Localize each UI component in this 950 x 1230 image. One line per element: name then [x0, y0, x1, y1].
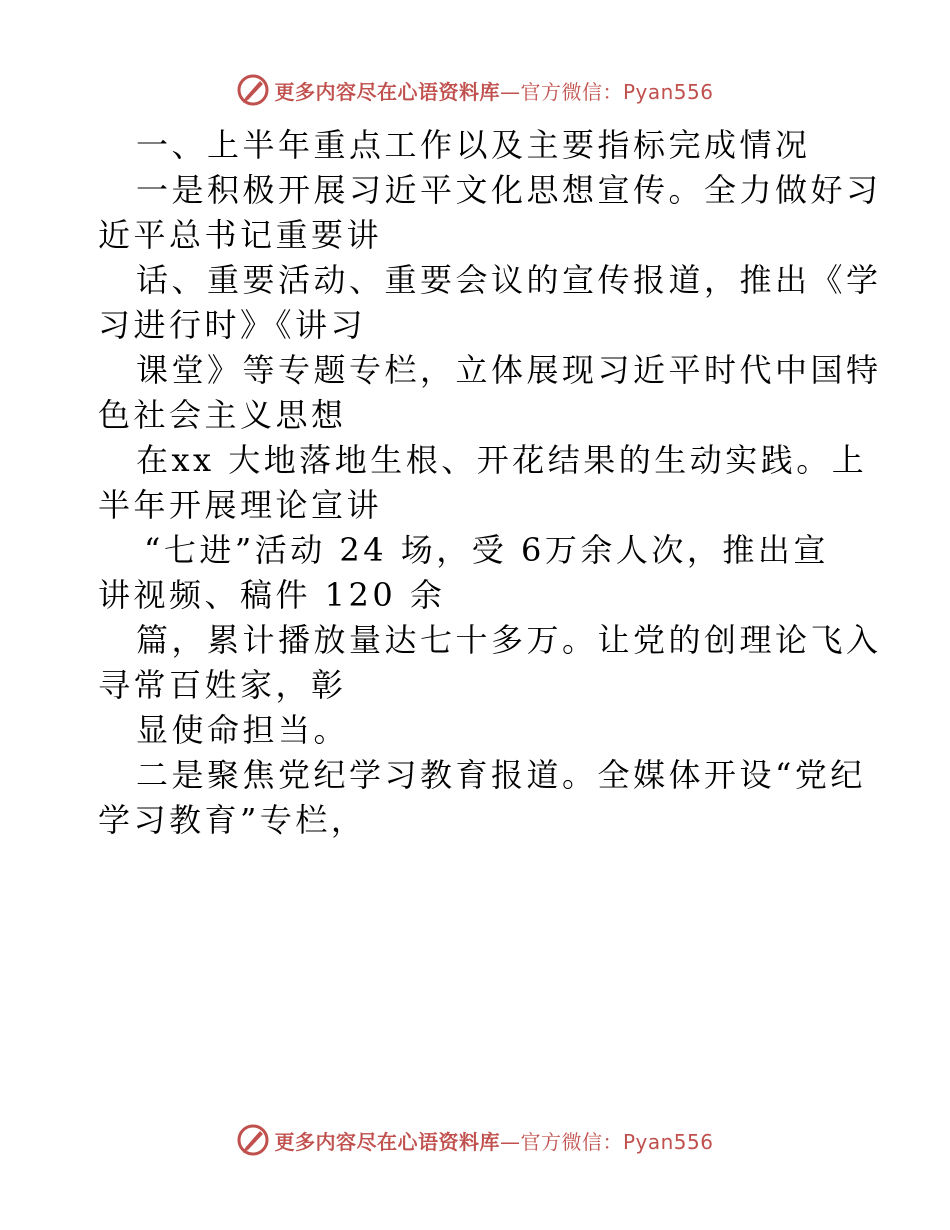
paragraph-line: 话、重要活动、重要会议的宣传报道，推出《学 — [136, 261, 882, 299]
paragraph-line: 习进行时》《讲习 — [98, 306, 367, 344]
paragraph-line: 近平总书记重要讲 — [98, 216, 383, 254]
paragraph-line: 寻常百姓家，彰 — [98, 666, 347, 704]
watermark-text: 更多内容尽在心语资料库—官方微信：Pyan556 — [274, 1129, 714, 1154]
paragraph-line: 一是积极开展习近平文化思想宣传。全力做好习 — [136, 171, 882, 209]
watermark-text: 更多内容尽在心语资料库—官方微信：Pyan556 — [274, 79, 714, 104]
paragraph-line: 篇，累计播放量达七十多万。让党的创理论飞入 — [136, 621, 882, 659]
paragraph-line: 显使命担当。 — [136, 711, 350, 749]
quill-pen-logo-icon — [236, 1123, 270, 1157]
paragraph-line: 色社会主义思想 — [98, 396, 347, 434]
paragraph-line: 二是聚焦党纪学习教育报道。全媒体开设“党纪 — [136, 756, 866, 794]
paragraph-line: 学习教育”专栏， — [98, 801, 367, 839]
paragraph-line: 在xx 大地落地生根、开花结果的生动实践。上 — [136, 441, 868, 479]
paragraph-line: 讲视频、稿件 120 余 — [98, 576, 446, 614]
quill-pen-logo-icon — [236, 73, 270, 107]
paragraph-line: “七进”活动 24 场，受 6万余人次，推出宣 — [144, 531, 829, 569]
watermark-banner-top — [0, 70, 950, 110]
paragraph-line: 半年开展理论宣讲 — [98, 486, 383, 524]
document-body — [0, 123, 950, 843]
section-heading: 一、上半年重点工作以及主要指标完成情况 — [136, 126, 811, 164]
watermark-banner-bottom — [0, 1120, 950, 1160]
paragraph-line: 课堂》等专题专栏，立体展现习近平时代中国特 — [136, 351, 882, 389]
